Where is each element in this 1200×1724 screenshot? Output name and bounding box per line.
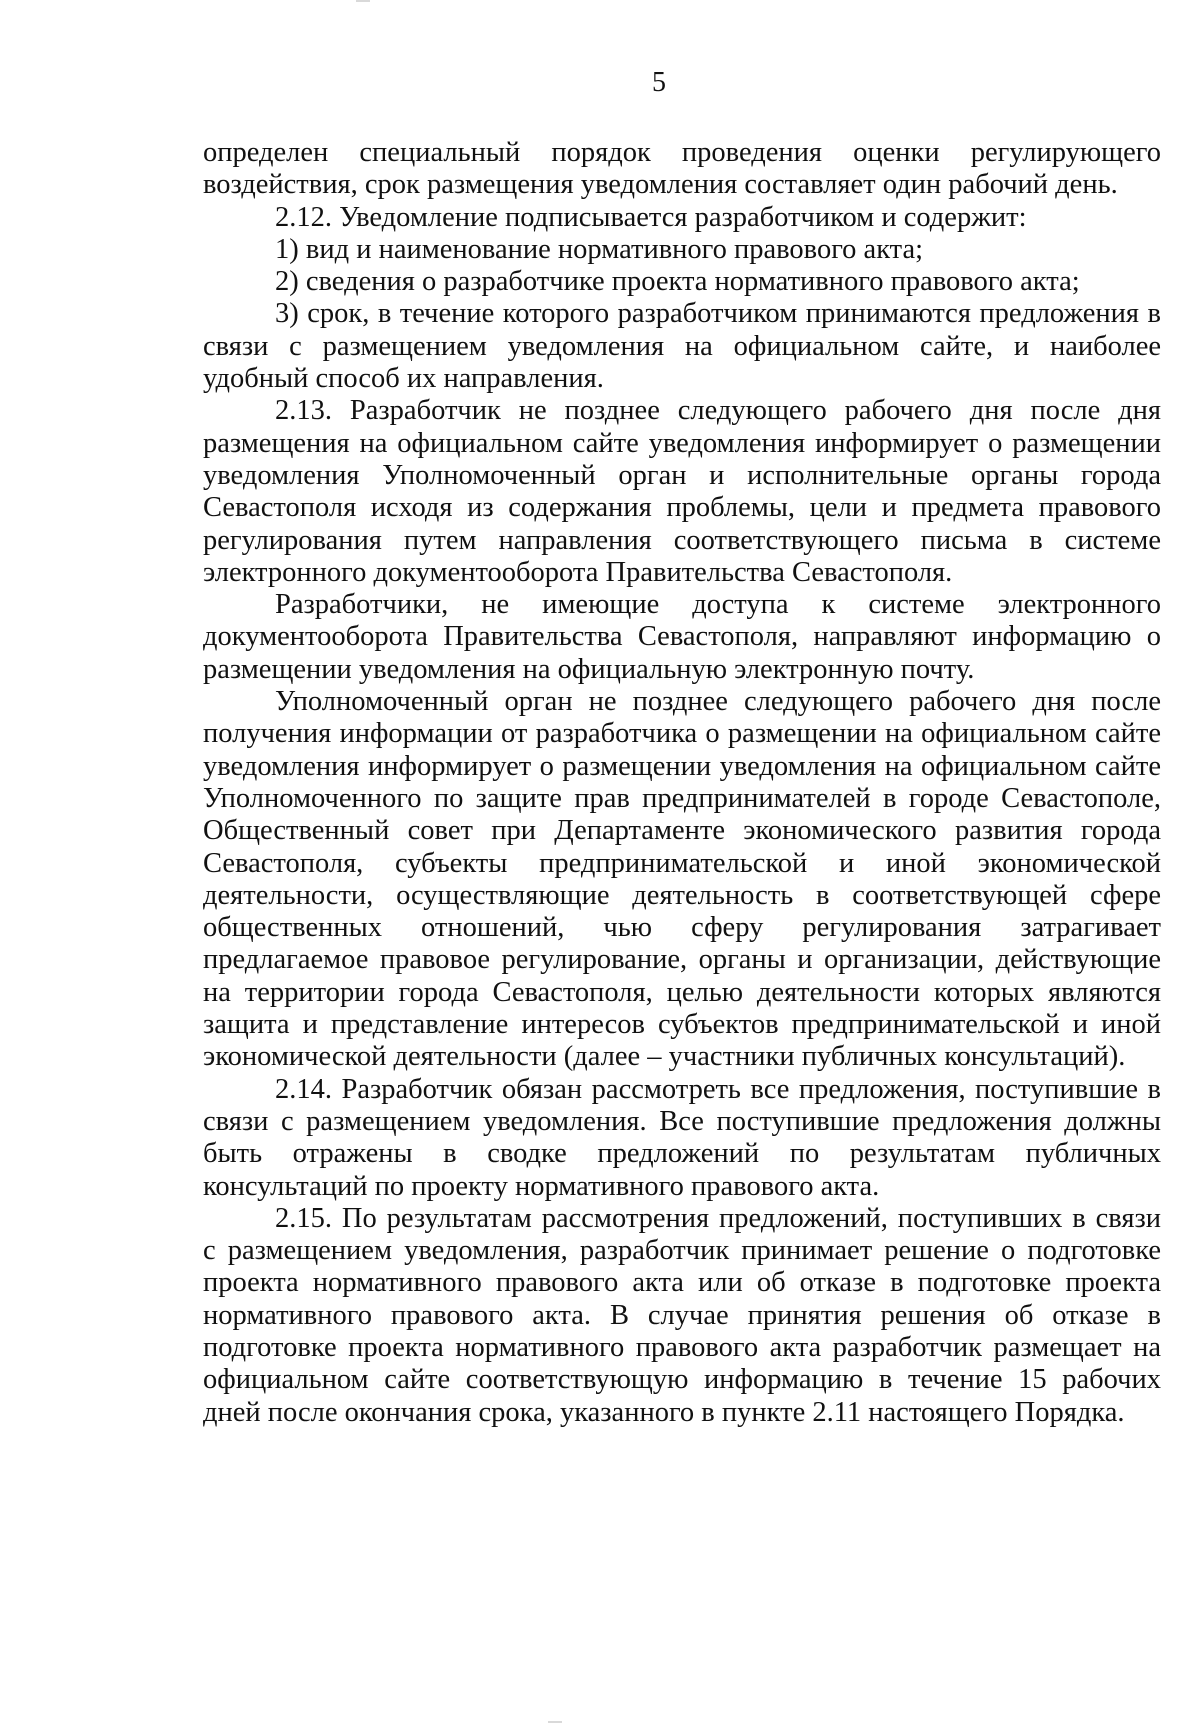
paragraph-2-15: 2.15. По результатам рассмотрения предложений, поступивших в связи с размещением уведомления, разработчик принимает решение о подготовке проекта нормативного правового акта или об отказе в подготовке проекта нормативного правового акта. В случае принятия решения об отказе в подготовке проекта нормативного правового акта разработчик размещает на официальном сайте соответствующую информацию в течение 15 рабочих дней после окончания срока, указанного в пункте 2.11 настоящего Порядка. (203, 1202, 1161, 1428)
list-item-2: 2) сведения о разработчике проекта нормативного правового акта; (275, 266, 1080, 298)
scan-mark-top (356, 0, 370, 2)
paragraph-continuation: определен специальный порядок проведения оценки регулирующего воздействия, срок размещения уведомления составляет один рабочий день. (203, 137, 1161, 201)
list-item-1: 1) вид и наименование нормативного правового акта; (275, 233, 924, 265)
paragraph-2-13: 2.13. Разработчик не позднее следующего рабочего дня после дня размещения на официальном сайте уведомления информирует о размещении уведомления Уполномоченный орган и исполнительные органы города Севастополя исходя из содержания проблемы, цели и предмета правового регулирования путем направления соответствующего письма в системе электронного документооборота Правительства Севастополя. (203, 395, 1161, 588)
paragraph-2-14: 2.14. Разработчик обязан рассмотреть все предложения, поступившие в связи с размещением уведомления. Все поступившие предложения должны быть отражены в сводке предложений по результатам публичных консультаций по проекту нормативного правового акта. (203, 1073, 1161, 1202)
list-item-3: 3) срок, в течение которого разработчиком принимаются предложения в связи с размещением уведомления на официальном сайте, и наиболее удобный способ их направления. (203, 298, 1161, 395)
page-number: 5 (652, 67, 666, 98)
paragraph-developers-without-access: Разработчики, не имеющие доступа к системе электронного документооборота Правительства Севастополя, направляют информацию о размещении уведомления на официальную электронную почту. (203, 589, 1161, 685)
paragraph-authorized-body: Уполномоченный орган не позднее следующего рабочего дня после получения информации от разработчика о размещении на официальном сайте уведомления информирует о размещении уведомления на официальном сайте Уполномоченного по защите прав предпринимателей в городе Севастополе, Общественный совет при Департаменте экономического развития города Севастополя, субъекты предпринимательской и иной экономической деятельности, осуществляющие деятельность в соответствующей сфере общественных отношений, чью сферу регулирования затрагивает предлагаемое правовое регулирование, органы и организации, действующие на территории города Севастополя, целью деятельности которых являются защита и представление интересов субъектов предпринимательской и иной экономической деятельности (далее – участники публичных консультаций). (203, 686, 1161, 1073)
paragraph-2-12: 2.12. Уведомление подписывается разработчиком и содержит: (275, 201, 1027, 233)
scan-mark-bottom (548, 1721, 562, 1723)
document-body (203, 137, 1161, 1429)
